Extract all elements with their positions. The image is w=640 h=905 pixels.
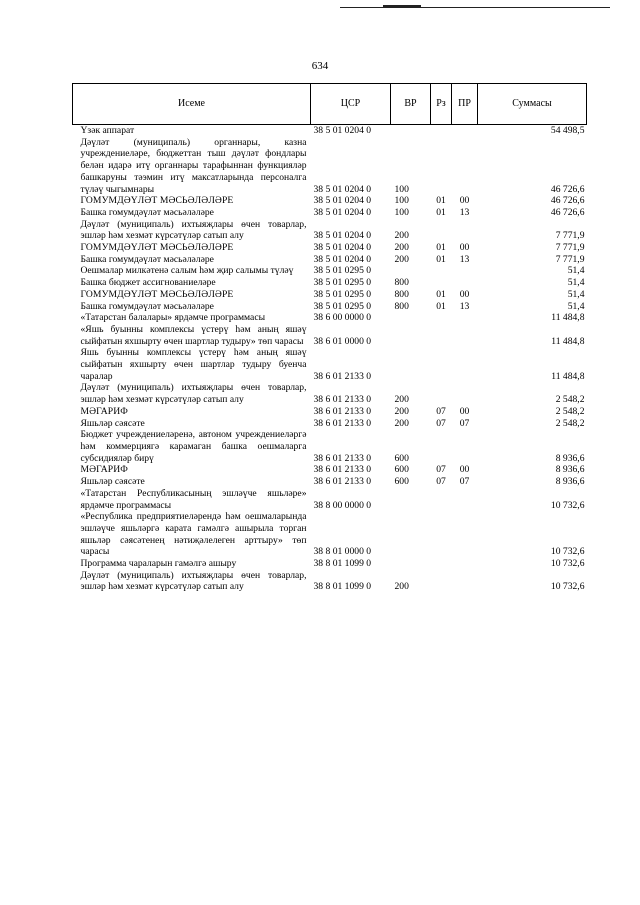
cell-sum: 8 936,6 [555,476,585,488]
table-header-row [73,84,587,125]
cell-name: ГОМУМДӘҮЛӘТ МӘСЬӘЛӘЛӘРЕ [80,288,234,300]
cell-rz: 01 [436,206,446,218]
cell-pr [452,429,478,464]
cell-sum: 8 936,6 [555,452,585,464]
cell-pr: 13 [459,206,470,218]
cell-vr [391,265,431,277]
cell-name: Яшьләр сәясәте [80,476,145,488]
cell-pr [452,570,478,593]
cell-sum: 10 732,6 [550,558,585,570]
cell-sum: 46 726,6 [550,183,585,195]
cell-rz: 07 [436,476,446,488]
cell-name: «Яшь буынны комплексы үстерү һәм аның яшәү сыйфатын яхшырту өчен шартлар тудыру» төп чарасы [80,323,307,347]
cell-vr: 600 [394,464,409,476]
cell-csr: 38 6 01 0000 0 [313,335,372,347]
cell-csr: 38 5 01 0295 0 [313,277,372,289]
cell-rz [431,429,452,464]
cell-name: Үзәк аппарат [80,125,135,136]
cell-rz [431,324,452,347]
cell-sum: 51,4 [567,265,585,277]
cell-name: Оешмалар милкәтенә салым һәм җир салымы түләү [80,265,294,277]
cell-sum: 11 484,8 [551,370,585,382]
cell-sum: 51,4 [567,277,585,289]
cell-name: МӘГАРИФ [80,464,128,476]
cell-pr: 00 [459,242,470,254]
cell-pr: 00 [459,405,470,417]
cell-rz [431,219,452,242]
cell-rz [431,570,452,593]
table-row [73,265,587,277]
table-row [73,254,587,266]
cell-pr: 00 [459,195,470,207]
table-row [73,511,587,558]
cell-rz: 01 [436,242,446,254]
cell-sum: 7 771,9 [555,230,585,242]
cell-rz [431,312,452,324]
cell-pr [452,265,478,277]
cell-csr: 38 5 01 0204 0 [313,206,372,218]
cell-csr: 38 5 01 0204 0 [313,230,372,242]
cell-vr: 100 [394,195,409,207]
cell-name: Башка гомумдәүләт мәсьәләләре [80,206,214,218]
cell-name: МӘГАРИФ [80,405,128,417]
table-row [73,488,587,511]
cell-sum: 2 548,2 [555,417,585,429]
table-body [73,125,587,594]
table-row [73,406,587,418]
cell-name: Дәүләт (муниципаль) ихтыяҗлары өчен товарлар, эшләр һәм хезмәт күрсәтүләр сатып алу [80,382,307,406]
cell-vr: 100 [394,183,409,195]
cell-csr: 38 6 01 2133 0 [313,464,372,476]
cell-name: Башка бюджет ассигнованиеләре [80,277,216,289]
cell-csr: 38 6 01 2133 0 [313,394,372,406]
cell-csr: 38 5 01 0204 0 [313,242,372,254]
cell-csr: 38 6 01 2133 0 [313,476,372,488]
cell-pr [452,312,478,324]
cell-sum: 11 484,8 [551,312,585,324]
cell-csr: 38 8 01 1099 0 [313,558,372,570]
cell-name: Яшь буынны комплексы үстерү һәм аның яшәү сыйфатын яхшырту өчен шартлар тудыру буенча чаралар [80,347,307,382]
table-row [73,418,587,430]
table-row [73,242,587,254]
cell-rz [431,277,452,289]
cell-csr: 38 5 01 0204 0 [313,125,372,136]
cell-sum: 54 498,5 [550,125,585,136]
cell-pr: 07 [459,476,470,488]
cell-sum: 51,4 [567,288,585,300]
header-pr: ПР [452,84,478,125]
cell-sum: 46 726,6 [550,206,585,218]
cell-vr: 200 [394,405,409,417]
cell-pr [452,137,478,196]
cell-sum: 7 771,9 [555,253,585,265]
table-row [73,207,587,219]
cell-vr: 200 [394,394,409,406]
cell-rz: 07 [436,417,446,429]
cell-name: Башка гомумдәүләт мәсьәләләре [80,253,214,265]
cell-rz [431,558,452,570]
cell-csr: 38 6 01 2133 0 [313,417,372,429]
cell-pr: 00 [459,464,470,476]
cell-pr [452,277,478,289]
cell-name: ГОМУМДӘҮЛӘТ МӘСЬӘЛӘЛӘРЕ [80,242,234,254]
table-row [73,125,587,137]
cell-name: Башка гомумдәүләт мәсьәләләре [80,300,214,312]
cell-pr [452,125,478,137]
header-vr: ВР [391,84,431,125]
cell-vr: 200 [394,581,409,593]
cell-rz: 01 [436,288,446,300]
cell-pr [452,219,478,242]
cell-vr: 200 [394,253,409,265]
cell-rz [431,488,452,511]
cell-rz [431,347,452,382]
cell-rz [431,125,452,137]
table-row [73,476,587,488]
cell-sum: 51,4 [567,300,585,312]
cell-name: Программа чараларын гамәлгә ашыру [80,558,237,570]
cell-sum: 46 726,6 [550,195,585,207]
table-row [73,219,587,242]
cell-vr [391,347,431,382]
cell-vr: 100 [394,206,409,218]
cell-name: Дәүләт (муниципаль) ихтыяҗлары өчен товарлар, эшләр һәм хезмәт күрсәтүләр сатып алу [80,218,307,242]
cell-vr: 600 [394,452,409,464]
cell-name: «Татарстан Республикасының эшләүче яшьләре» ярдәмче программасы [80,487,307,511]
cell-pr: 13 [459,253,470,265]
page-number: 634 [311,60,329,72]
cell-vr: 800 [394,277,409,289]
table-row [73,464,587,476]
cell-sum: 10 732,6 [550,546,585,558]
table-row [73,558,587,570]
cell-rz [431,137,452,196]
cell-name: Дәүләт (муниципаль) ихтыяҗлары өчен товарлар, эшләр һәм хезмәт күрсәтүләр сатып алу [80,569,307,593]
cell-csr: 38 5 01 0204 0 [313,195,372,207]
cell-name: «Татарстан балалары» ярдәмче программасы [80,312,266,324]
cell-rz: 07 [436,464,446,476]
table-row [73,382,587,405]
cell-pr [452,324,478,347]
cell-vr [391,324,431,347]
cell-pr: 13 [459,300,470,312]
cell-csr: 38 5 01 0295 0 [313,265,372,277]
table-row [73,137,587,196]
cell-csr: 38 8 00 0000 0 [313,499,372,511]
top-scan-mark [383,5,421,8]
cell-name: «Республика предприятиеләрендә һәм оешмаларында эшләүче яшьләргә карата гамәлгә ашырыла торган яшьләр сәясәтенең нәтиҗәлелеген арттыру» төп чарасы [80,511,307,558]
cell-csr: 38 6 01 2133 0 [313,370,372,382]
cell-vr: 200 [394,230,409,242]
cell-vr [391,558,431,570]
cell-vr: 800 [394,288,409,300]
table-row [73,312,587,324]
cell-vr: 800 [394,300,409,312]
header-sum: Суммасы [478,84,587,125]
cell-rz: 01 [436,253,446,265]
cell-sum: 10 732,6 [550,581,585,593]
cell-pr [452,347,478,382]
cell-csr: 38 8 01 0000 0 [313,546,372,558]
cell-rz [431,382,452,405]
cell-pr: 00 [459,288,470,300]
table-row [73,570,587,593]
cell-csr: 38 5 01 0295 0 [313,288,372,300]
header-csr: ЦСР [311,84,391,125]
cell-vr: 200 [394,417,409,429]
cell-sum: 7 771,9 [555,242,585,254]
cell-sum: 2 548,2 [555,405,585,417]
cell-csr: 38 8 01 1099 0 [313,581,372,593]
cell-name: ГОМУМДӘҮЛӘТ МӘСЬӘЛӘЛӘРЕ [80,195,234,207]
cell-vr: 200 [394,242,409,254]
cell-csr: 38 5 01 0204 0 [313,183,372,195]
cell-sum: 11 484,8 [551,335,585,347]
cell-csr: 38 6 01 2133 0 [313,452,372,464]
cell-pr [452,511,478,558]
cell-sum: 10 732,6 [550,499,585,511]
cell-vr: 600 [394,476,409,488]
cell-name: Бюджет учреждениеләренә, автоном учреждениеләргә һәм коммерциягә карамаган башка оешмаларга субсидияләр бирү [80,429,307,464]
cell-sum: 8 936,6 [555,464,585,476]
table-row [73,429,587,464]
top-scan-line [340,7,610,8]
cell-vr [391,125,431,137]
cell-pr [452,558,478,570]
header-name: Исеме [73,84,311,125]
cell-name: Яшьләр сәясәте [80,417,145,429]
table-row [73,301,587,313]
cell-pr [452,382,478,405]
table-row [73,347,587,382]
table-row [73,195,587,207]
table-row [73,324,587,347]
cell-csr: 38 6 01 2133 0 [313,405,372,417]
cell-name: Дәүләт (муниципаль) органнары, казна учреждениеләре, бюджеттан тыш дәүләт фондлары белән идарә итү органнары тарафыннан функцияләр башкаруны тәэмин итү максатларында персоналга түләү чыгымнары [80,136,307,195]
cell-vr [391,511,431,558]
header-rz: Рз [431,84,452,125]
cell-csr: 38 5 01 0295 0 [313,300,372,312]
cell-pr [452,488,478,511]
cell-csr: 38 5 01 0204 0 [313,253,372,265]
budget-table [72,83,587,593]
cell-rz [431,511,452,558]
cell-csr: 38 6 00 0000 0 [313,312,372,324]
cell-rz [431,265,452,277]
table-row [73,289,587,301]
cell-rz: 01 [436,195,446,207]
table-row [73,277,587,289]
cell-vr [391,312,431,324]
cell-vr [391,488,431,511]
cell-pr: 07 [459,417,470,429]
cell-rz: 07 [436,405,446,417]
cell-rz: 01 [436,300,446,312]
cell-sum: 2 548,2 [555,394,585,406]
